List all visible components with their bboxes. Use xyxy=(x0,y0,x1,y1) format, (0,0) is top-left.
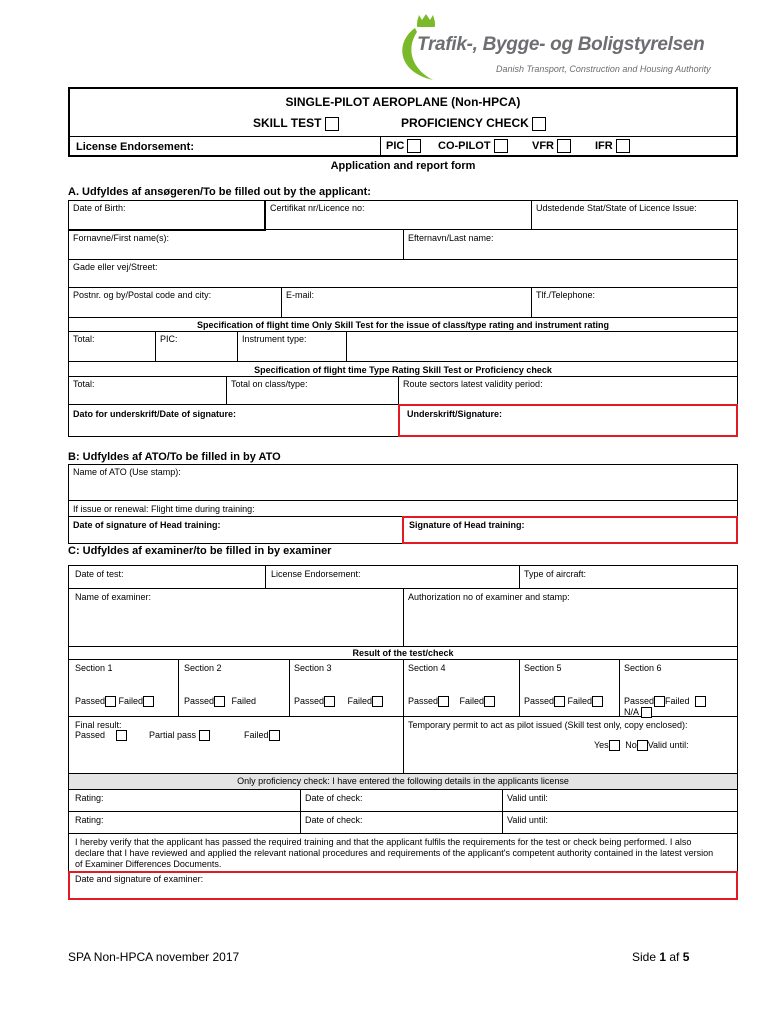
section-6-na: N/A xyxy=(620,706,656,719)
street-field[interactable]: Gade eller vej/Street: xyxy=(73,262,158,272)
proficiency-check-label: PROFICIENCY CHECK xyxy=(401,116,546,131)
email-field[interactable]: E-mail: xyxy=(286,290,315,300)
total-field[interactable]: Total: xyxy=(73,334,95,344)
section-5-result: Passed Failed xyxy=(520,695,607,708)
form-subtitle: Application and report form xyxy=(330,160,476,172)
temporary-permit-options: Yes No Valid until: xyxy=(594,740,689,750)
section-2-result: Passed Failed xyxy=(184,696,257,706)
partial-pass-checkbox[interactable] xyxy=(199,730,210,741)
vfr-checkbox[interactable] xyxy=(557,139,571,153)
org-name: Trafik-, Bygge- og Boligstyrelsen xyxy=(417,34,705,55)
last-name-field[interactable]: Efternavn/Last name: xyxy=(408,233,494,243)
permit-yes-checkbox[interactable] xyxy=(609,740,620,751)
form-title: SINGLE-PILOT AEROPLANE (Non-HPCA) xyxy=(285,95,521,109)
final-passed: Passed xyxy=(71,729,131,742)
footer-document-id: SPA Non-HPCA november 2017 xyxy=(68,950,240,964)
flight-time-spec-2: Specification of flight time Type Rating Skill Test or Proficiency check xyxy=(254,365,552,375)
license-endorsement-field[interactable]: License Endorsement: xyxy=(271,569,361,579)
rating-1-field[interactable]: Rating: xyxy=(75,793,104,803)
route-sectors-field[interactable]: Route sectors latest validity period: xyxy=(403,379,543,389)
section-4-passed-checkbox[interactable] xyxy=(438,696,449,707)
section-a-heading: A. Udfyldes af ansøgeren/To be filled out by the applicant: xyxy=(68,186,371,198)
section-1-passed-checkbox[interactable] xyxy=(105,696,116,707)
licence-no-field[interactable]: Certifikat nr/Licence no: xyxy=(270,203,365,213)
ato-name-field[interactable]: Name of ATO (Use stamp): xyxy=(73,467,181,477)
final-passed-checkbox[interactable] xyxy=(116,730,127,741)
date-of-check-1-field[interactable]: Date of check: xyxy=(305,793,363,803)
training-flight-time-field[interactable]: If issue or renewal: Flight time during training: xyxy=(73,504,255,514)
temporary-permit-label: Temporary permit to act as pilot issued (Skill test only, copy enclosed): xyxy=(408,720,688,730)
proficiency-check-checkbox[interactable] xyxy=(532,117,546,131)
section-2-label: Section 2 xyxy=(184,663,222,673)
total-class-type-field[interactable]: Total on class/type: xyxy=(231,379,308,389)
date-of-check-2-field[interactable]: Date of check: xyxy=(305,815,363,825)
section-5-passed-checkbox[interactable] xyxy=(554,696,565,707)
final-failed: Failed xyxy=(240,729,284,742)
pic-checkbox[interactable] xyxy=(407,139,421,153)
valid-until-2-field[interactable]: Valid until: xyxy=(507,815,548,825)
section-3-failed-checkbox[interactable] xyxy=(372,696,383,707)
final-failed-checkbox[interactable] xyxy=(269,730,280,741)
section-4-label: Section 4 xyxy=(408,663,446,673)
aircraft-type-field[interactable]: Type of aircraft: xyxy=(524,569,587,579)
section-1-result: Passed Failed xyxy=(71,695,158,708)
head-training-date-field[interactable]: Date of signature of Head training: xyxy=(73,520,221,530)
permit-no-checkbox[interactable] xyxy=(637,740,648,751)
section-6-result: Passed Failed xyxy=(620,695,710,708)
total-2-field[interactable]: Total: xyxy=(73,379,95,389)
section-5-failed-checkbox[interactable] xyxy=(592,696,603,707)
examiner-name-field[interactable]: Name of examiner: xyxy=(75,592,152,602)
section-2-passed-checkbox[interactable] xyxy=(214,696,225,707)
section-6-failed-checkbox[interactable] xyxy=(695,696,706,707)
section-5-label: Section 5 xyxy=(524,663,562,673)
license-endorsement-label: License Endorsement: xyxy=(76,141,194,153)
instrument-type-field[interactable]: Instrument type: xyxy=(242,334,307,344)
section-1-label: Section 1 xyxy=(75,663,113,673)
section-6-na-checkbox[interactable] xyxy=(641,707,652,718)
section-4-result: Passed Failed xyxy=(404,695,499,708)
telephone-field[interactable]: Tlf./Telephone: xyxy=(536,290,596,300)
examiner-declaration: I hereby verify that the applicant has passed the required training and that the applicant fulfils the requirements for the test or check being performed. I also declare that I have reviewed and applied the relevant national procedures and requirements of the applicant's competent authority contained in the latest version of Examiner Differences Documents. xyxy=(75,837,714,869)
date-of-birth-field[interactable]: Date of Birth: xyxy=(73,203,126,213)
section-3-result: Passed Failed xyxy=(290,695,387,708)
co-pilot-checkbox[interactable] xyxy=(494,139,508,153)
section-c-heading: C: Udfyldes af examiner/to be filled in by examiner xyxy=(68,545,332,557)
logo xyxy=(393,14,738,84)
co-pilot-option: CO-PILOT xyxy=(438,139,508,153)
examiner-signature-label: Date and signature of examiner: xyxy=(75,874,204,884)
examiner-authorization-field[interactable]: Authorization no of examiner and stamp: xyxy=(408,592,570,602)
skill-test-label: SKILL TEST xyxy=(253,116,339,131)
ifr-checkbox[interactable] xyxy=(616,139,630,153)
first-name-field[interactable]: Fornavne/First name(s): xyxy=(73,233,170,243)
section-3-label: Section 3 xyxy=(294,663,332,673)
org-subtitle: Danish Transport, Construction and Housing Authority xyxy=(496,64,711,74)
proficiency-only-note: Only proficiency check: I have entered the following details in the applicants license xyxy=(237,776,569,786)
state-of-issue-field[interactable]: Udstedende Stat/State of Licence Issue: xyxy=(536,203,697,213)
section-4-failed-checkbox[interactable] xyxy=(484,696,495,707)
date-of-test-field[interactable]: Date of test: xyxy=(75,569,124,579)
page-number: Side 1 af 5 xyxy=(632,950,690,964)
section-1-failed-checkbox[interactable] xyxy=(143,696,154,707)
postal-code-field[interactable]: Postnr. og by/Postal code and city: xyxy=(73,290,212,300)
valid-until-1-field[interactable]: Valid until: xyxy=(507,793,548,803)
date-of-signature-field[interactable]: Dato for underskrift/Date of signature: xyxy=(73,409,237,419)
applicant-signature-label: Underskrift/Signature: xyxy=(407,409,503,419)
result-heading: Result of the test/check xyxy=(352,648,454,658)
final-partial-pass: Partial pass xyxy=(145,729,214,742)
pic-option: PIC xyxy=(386,139,421,153)
section-b-heading: B: Udfyldes af ATO/To be filled in by ATO xyxy=(68,451,281,463)
ifr-option: IFR xyxy=(595,139,630,153)
skill-test-checkbox[interactable] xyxy=(325,117,339,131)
final-result-label: Final result: xyxy=(75,720,122,730)
head-training-signature-label: Signature of Head training: xyxy=(409,520,525,530)
section-3-passed-checkbox[interactable] xyxy=(324,696,335,707)
vfr-option: VFR xyxy=(532,139,571,153)
flight-time-spec-1: Specification of flight time Only Skill Test for the issue of class/type rating and instrument rating xyxy=(197,320,609,330)
pic-time-field[interactable]: PIC: xyxy=(160,334,178,344)
section-6-label: Section 6 xyxy=(624,663,662,673)
rating-2-field[interactable]: Rating: xyxy=(75,815,104,825)
